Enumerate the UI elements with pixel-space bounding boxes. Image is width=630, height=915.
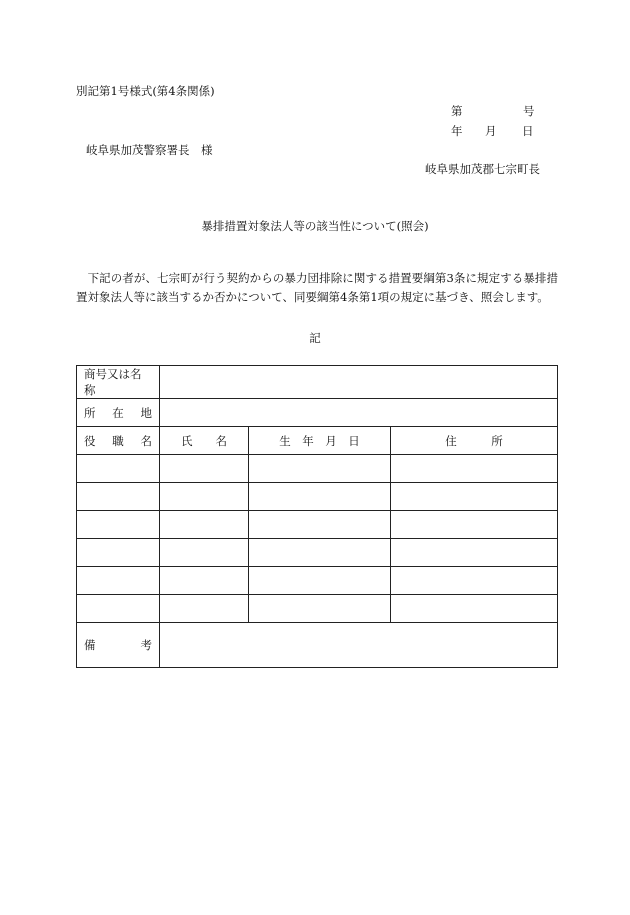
trade-name-label: 商号又は名称 [77,366,160,399]
table-row [77,567,558,595]
header-address: 住 所 [391,427,558,455]
ki-heading: 記 [309,331,321,345]
remarks-field[interactable] [160,623,558,668]
address-cell[interactable] [391,455,558,483]
name-cell[interactable] [160,511,249,539]
number-suffix: 号 [523,104,535,118]
form-label: 別記第1号様式(第4条関係) [76,84,215,98]
body-text: 下記の者が、七宗町が行う契約からの暴力団排除に関する措置要綱第3条に規定する暴排措置対象法人等に該当するか否かについて、同要綱第4条第1項の規定に基づき、照会します。 [76,271,558,304]
address-cell[interactable] [391,595,558,623]
date-day: 日 [522,124,534,138]
table-row [77,539,558,567]
birthdate-cell[interactable] [249,483,391,511]
position-cell[interactable] [77,483,160,511]
trade-name-row [77,366,558,399]
header-position: 役 職 名 [77,427,160,455]
location-field[interactable] [160,399,558,427]
header-row [77,427,558,455]
birthdate-cell[interactable] [249,511,391,539]
position-cell[interactable] [77,455,160,483]
table-row [77,511,558,539]
position-cell[interactable] [77,511,160,539]
inquiry-form-table [76,365,558,668]
remarks-label: 備 考 [77,623,160,668]
birthdate-cell[interactable] [249,539,391,567]
table-row [77,595,558,623]
table-row [77,483,558,511]
number-prefix: 第 [451,104,463,118]
name-cell[interactable] [160,483,249,511]
position-cell[interactable] [77,595,160,623]
birthdate-cell[interactable] [249,567,391,595]
header-name: 氏 名 [160,427,249,455]
document-title: 暴排措置対象法人等の該当性について(照会) [201,219,429,233]
address-cell[interactable] [391,567,558,595]
date-line [451,123,534,139]
table-row [77,455,558,483]
name-cell[interactable] [160,595,249,623]
birthdate-cell[interactable] [249,455,391,483]
date-month: 月 [485,124,497,138]
address-cell[interactable] [391,511,558,539]
header-birthdate: 生 年 月 日 [249,427,391,455]
name-cell[interactable] [160,455,249,483]
addressee: 岐阜県加茂警察署長 様 [86,143,213,157]
trade-name-field[interactable] [160,366,558,399]
address-cell[interactable] [391,483,558,511]
address-cell[interactable] [391,539,558,567]
name-cell[interactable] [160,567,249,595]
position-cell[interactable] [77,539,160,567]
location-label: 所 在 地 [77,399,160,427]
position-cell[interactable] [77,567,160,595]
document-number-line [451,103,535,119]
sender: 岐阜県加茂郡七宗町長 [425,162,540,176]
birthdate-cell[interactable] [249,595,391,623]
name-cell[interactable] [160,539,249,567]
remarks-row [77,623,558,668]
date-year: 年 [451,124,463,138]
location-row [77,399,558,427]
